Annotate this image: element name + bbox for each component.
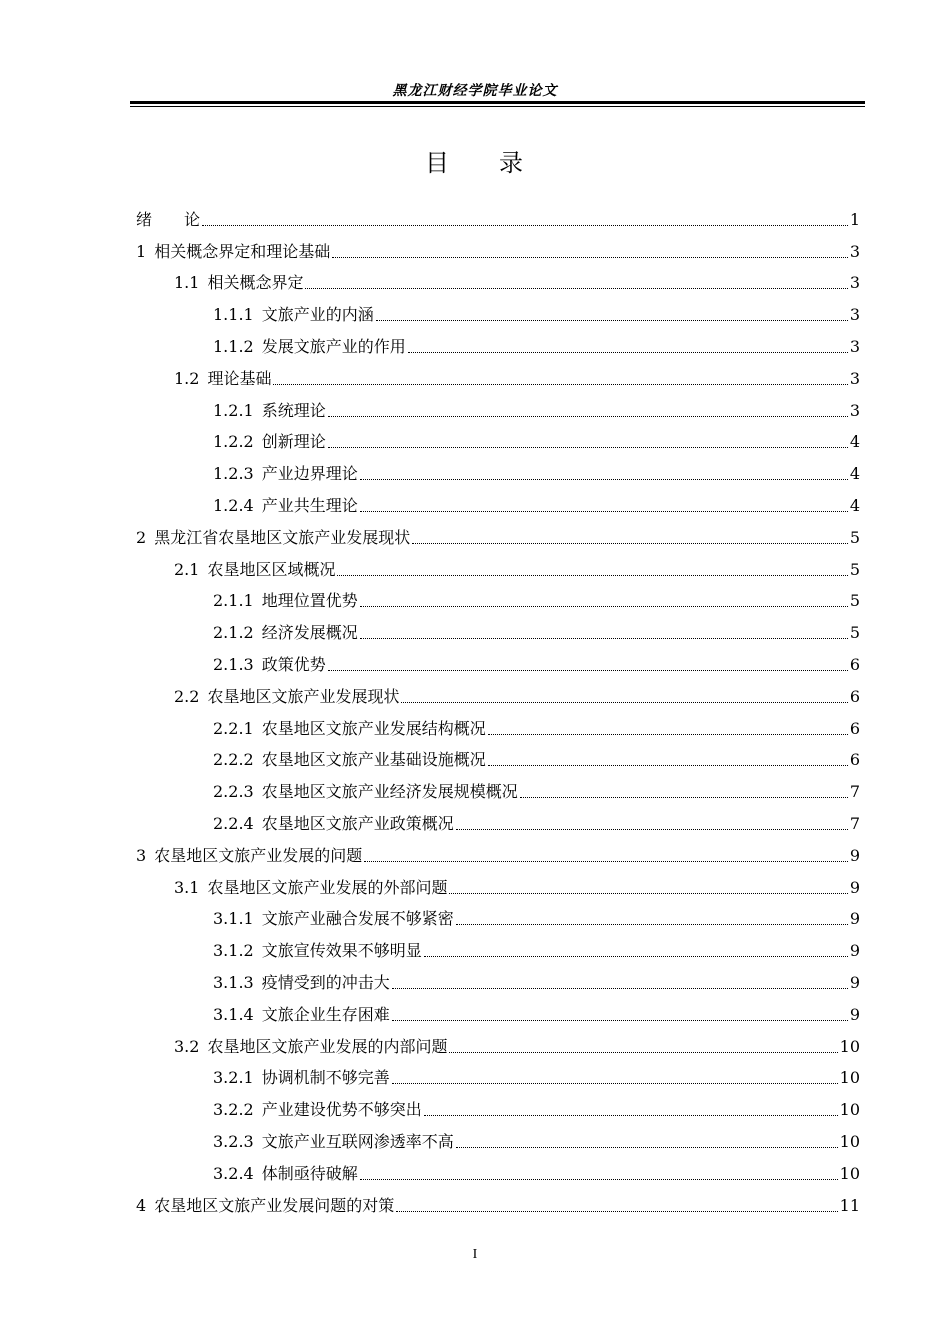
toc-leader-dots <box>424 956 848 957</box>
table-of-contents <box>136 198 860 1216</box>
toc-entry-page: 6 <box>849 654 860 674</box>
toc-entry-label: 农垦地区文旅产业发展现状 <box>207 686 400 706</box>
toc-entry-page: 10 <box>839 1068 860 1088</box>
toc-entry-label: 农垦地区文旅产业基础设施概况 <box>261 750 486 770</box>
toc-entry-number: 2.1.1 <box>213 591 254 611</box>
toc-leader-dots <box>412 543 848 544</box>
toc-entry-page: 10 <box>839 1163 860 1183</box>
toc-entry[interactable] <box>136 834 860 866</box>
toc-entry[interactable] <box>136 293 860 325</box>
toc-entry-label: 农垦地区文旅产业发展问题的对策 <box>154 1195 395 1215</box>
toc-entry-page: 3 <box>849 305 860 325</box>
toc-entry-page: 9 <box>849 941 860 961</box>
toc-title-right: 录 <box>499 149 525 177</box>
toc-entry-page: 3 <box>849 273 860 293</box>
toc-entry-number: 2.2.4 <box>213 813 254 833</box>
toc-leader-dots <box>337 575 847 576</box>
toc-entry[interactable] <box>136 548 860 580</box>
toc-entry-label: 绪论 <box>136 209 233 229</box>
toc-entry[interactable] <box>136 993 860 1025</box>
toc-entry-label: 文旅产业的内涵 <box>261 305 374 325</box>
toc-entry[interactable] <box>136 707 860 739</box>
toc-leader-dots <box>328 416 848 417</box>
toc-entry-page: 3 <box>849 400 860 420</box>
toc-entry-label: 地理位置优势 <box>261 591 358 611</box>
toc-entry-label: 体制亟待破解 <box>261 1163 358 1183</box>
toc-entry[interactable] <box>136 230 860 262</box>
toc-entry-label: 文旅企业生存困难 <box>261 1004 390 1024</box>
toc-leader-dots <box>408 352 848 353</box>
toc-entry-label: 农垦地区文旅产业经济发展规模概况 <box>261 782 518 802</box>
toc-leader-dots <box>360 638 848 639</box>
toc-entry[interactable] <box>136 643 860 675</box>
toc-entry-label: 政策优势 <box>261 654 326 674</box>
toc-entry[interactable] <box>136 802 860 834</box>
toc-entry-label: 农垦地区文旅产业发展的外部问题 <box>207 877 448 897</box>
toc-entry-page: 3 <box>849 241 860 261</box>
toc-leader-dots <box>449 1052 837 1053</box>
toc-entry-page: 9 <box>849 909 860 929</box>
toc-entry-page: 9 <box>849 1004 860 1024</box>
toc-leader-dots <box>456 924 848 925</box>
toc-entry-number: 4 <box>136 1195 147 1215</box>
toc-entry-page: 5 <box>849 591 860 611</box>
toc-entry-page: 4 <box>849 464 860 484</box>
toc-entry-page: 5 <box>849 527 860 547</box>
toc-entry-page: 6 <box>849 750 860 770</box>
toc-entry-page: 1 <box>849 209 860 229</box>
toc-entry[interactable] <box>136 421 860 453</box>
toc-entry-label: 发展文旅产业的作用 <box>261 336 406 356</box>
toc-entry[interactable] <box>136 1120 860 1152</box>
toc-entry-label: 农垦地区文旅产业发展结构概况 <box>261 718 486 738</box>
toc-entry[interactable] <box>136 452 860 484</box>
toc-entry-label: 产业边界理论 <box>261 464 358 484</box>
toc-entry-page: 4 <box>849 495 860 515</box>
toc-entry[interactable] <box>136 1152 860 1184</box>
toc-leader-dots <box>424 1115 838 1116</box>
toc-entry-label: 理论基础 <box>207 368 272 388</box>
toc-leader-dots <box>360 1179 838 1180</box>
toc-entry[interactable] <box>136 262 860 294</box>
toc-entry-number: 2.2.3 <box>213 782 254 802</box>
toc-entry-label: 相关概念界定 <box>207 273 304 293</box>
toc-leader-dots <box>360 479 848 480</box>
toc-leader-dots <box>360 606 848 607</box>
page-number: I <box>472 1247 478 1262</box>
toc-entry[interactable] <box>136 739 860 771</box>
toc-entry-number: 3 <box>136 845 147 865</box>
toc-entry[interactable] <box>136 198 860 230</box>
toc-entry-number: 2.2.1 <box>213 718 254 738</box>
toc-entry-label: 协调机制不够完善 <box>261 1068 390 1088</box>
toc-entry-label: 产业建设优势不够突出 <box>261 1100 422 1120</box>
header-rule-thin <box>130 106 865 107</box>
toc-entry-page: 5 <box>849 623 860 643</box>
toc-entry-number: 3.2 <box>174 1036 200 1056</box>
toc-entry-number: 1.1.1 <box>213 305 254 325</box>
toc-entry-page: 11 <box>839 1195 860 1215</box>
toc-leader-dots <box>520 797 848 798</box>
toc-entry-page: 10 <box>839 1100 860 1120</box>
toc-entry-number: 1.2.4 <box>213 495 254 515</box>
toc-entry-page: 6 <box>849 718 860 738</box>
toc-entry-page: 10 <box>839 1131 860 1151</box>
toc-entry-number: 3.2.1 <box>213 1068 254 1088</box>
toc-entry-number: 2 <box>136 527 147 547</box>
toc-entry-page: 3 <box>849 368 860 388</box>
toc-entry-number: 3.1.1 <box>213 909 254 929</box>
toc-entry-number: 3.2.3 <box>213 1131 254 1151</box>
toc-entry-label: 经济发展概况 <box>261 623 358 643</box>
toc-entry-page: 7 <box>849 813 860 833</box>
toc-leader-dots <box>396 1211 837 1212</box>
toc-entry-number: 3.1 <box>174 877 200 897</box>
toc-entry-number: 1.2 <box>174 368 200 388</box>
toc-entry-number: 3.2.4 <box>213 1163 254 1183</box>
toc-leader-dots <box>202 225 848 226</box>
toc-leader-dots <box>456 1147 838 1148</box>
toc-entry-number: 1.2.2 <box>213 432 254 452</box>
toc-entry-number: 2.2 <box>174 686 200 706</box>
toc-leader-dots <box>456 829 848 830</box>
toc-entry-label: 文旅产业融合发展不够紧密 <box>261 909 454 929</box>
toc-leader-dots <box>392 988 848 989</box>
toc-entry-label: 创新理论 <box>261 432 326 452</box>
toc-entry[interactable] <box>136 961 860 993</box>
toc-leader-dots <box>273 384 847 385</box>
toc-entry-number: 3.1.2 <box>213 941 254 961</box>
toc-leader-dots <box>449 893 847 894</box>
toc-entry[interactable] <box>136 484 860 516</box>
toc-entry-number: 1.2.3 <box>213 464 254 484</box>
toc-entry-number: 2.1 <box>174 559 200 579</box>
toc-entry-number: 3.1.4 <box>213 1004 254 1024</box>
toc-leader-dots <box>488 734 848 735</box>
toc-entry-label: 黑龙江省农垦地区文旅产业发展现状 <box>154 527 411 547</box>
toc-entry-page: 9 <box>849 972 860 992</box>
toc-leader-dots <box>488 765 848 766</box>
toc-entry-page: 6 <box>849 686 860 706</box>
toc-entry-label: 产业共生理论 <box>261 495 358 515</box>
toc-entry-label: 文旅产业互联网渗透率不高 <box>261 1131 454 1151</box>
toc-entry[interactable] <box>136 866 860 898</box>
toc-entry-number: 1.1.2 <box>213 336 254 356</box>
toc-entry-label: 文旅宣传效果不够明显 <box>261 941 422 961</box>
toc-entry-number: 3.2.2 <box>213 1100 254 1120</box>
toc-entry[interactable] <box>136 1184 860 1216</box>
toc-entry-page: 7 <box>849 782 860 802</box>
toc-leader-dots <box>392 1083 838 1084</box>
toc-entry-number: 3.1.3 <box>213 972 254 992</box>
toc-entry-number: 2.2.2 <box>213 750 254 770</box>
toc-entry-label: 系统理论 <box>261 400 326 420</box>
toc-entry-page: 3 <box>849 336 860 356</box>
toc-leader-dots <box>401 702 847 703</box>
toc-entry-page: 10 <box>839 1036 860 1056</box>
toc-title <box>0 143 950 178</box>
toc-leader-dots <box>332 257 848 258</box>
toc-entry[interactable] <box>136 770 860 802</box>
toc-entry-label: 农垦地区文旅产业发展的问题 <box>154 845 363 865</box>
toc-entry[interactable] <box>136 675 860 707</box>
toc-leader-dots <box>328 670 848 671</box>
toc-entry-page: 9 <box>849 877 860 897</box>
toc-entry[interactable] <box>136 389 860 421</box>
toc-entry[interactable] <box>136 1025 860 1057</box>
toc-leader-dots <box>360 511 848 512</box>
toc-entry-page: 4 <box>849 432 860 452</box>
toc-leader-dots <box>364 861 848 862</box>
toc-entry[interactable] <box>136 325 860 357</box>
toc-leader-dots <box>392 1020 848 1021</box>
toc-entry[interactable] <box>136 1057 860 1089</box>
toc-title-left: 目 <box>425 149 451 177</box>
toc-entry-number: 2.1.2 <box>213 623 254 643</box>
toc-entry[interactable] <box>136 580 860 612</box>
toc-entry-number: 2.1.3 <box>213 654 254 674</box>
toc-entry-number: 1.1 <box>174 273 200 293</box>
toc-leader-dots <box>305 288 847 289</box>
toc-entry[interactable] <box>136 611 860 643</box>
toc-entry[interactable] <box>136 1088 860 1120</box>
toc-entry[interactable] <box>136 898 860 930</box>
toc-entry-page: 5 <box>849 559 860 579</box>
toc-entry-label: 农垦地区文旅产业发展的内部问题 <box>207 1036 448 1056</box>
toc-leader-dots <box>328 447 848 448</box>
toc-entry-label: 疫情受到的冲击大 <box>261 972 390 992</box>
header-rule-thick <box>130 101 865 104</box>
toc-entry-label: 农垦地区区域概况 <box>207 559 336 579</box>
toc-entry[interactable] <box>136 357 860 389</box>
toc-entry[interactable] <box>136 516 860 548</box>
toc-entry-number: 1 <box>136 241 147 261</box>
toc-entry-label: 农垦地区文旅产业政策概况 <box>261 813 454 833</box>
toc-entry[interactable] <box>136 929 860 961</box>
running-header: 黑龙江财经学院毕业论文 <box>392 83 558 99</box>
toc-entry-label: 相关概念界定和理论基础 <box>154 241 331 261</box>
toc-entry-number: 1.2.1 <box>213 400 254 420</box>
toc-leader-dots <box>376 320 848 321</box>
toc-entry-page: 9 <box>849 845 860 865</box>
